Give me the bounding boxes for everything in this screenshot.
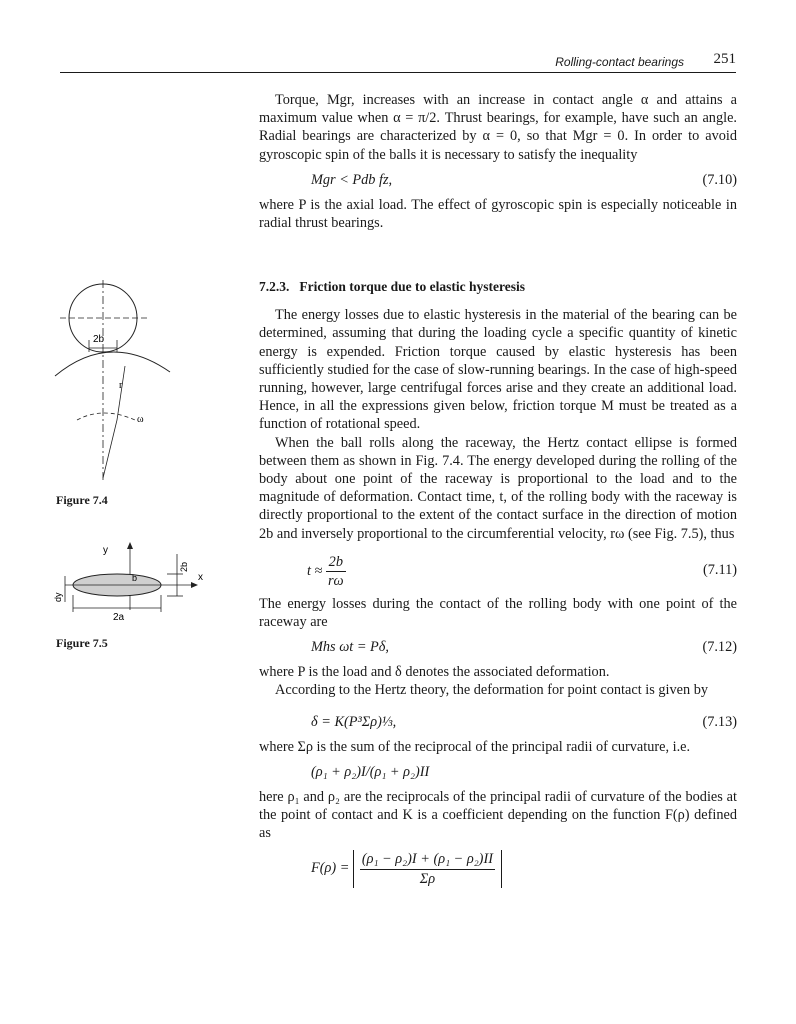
- label-dy: dy: [53, 592, 63, 602]
- denominator: rω: [327, 573, 344, 590]
- intro-block: [259, 91, 737, 232]
- equation-expression: [311, 850, 502, 887]
- equation-expression: Mhs ωt = Pδ,: [311, 639, 390, 656]
- label-y: y: [103, 545, 108, 556]
- section-number: 7.2.3.: [259, 279, 290, 294]
- figure-7-5-caption: Figure 7.5: [56, 636, 108, 650]
- paragraph-2: When the ball rolls along the raceway, the Hertz contact ellipse is formed between them as shown in Fig. 7.4. The energy developed during the rolling of the body about one point of the raceway is proportional to the load and to the magnitude of deformation. Contact time, t, of the rolling body with the raceway is directly proportional to the extent of the contact surface in the direction of motion 2b and inversely proportional to the circumferential velocity, rω (see Fig. 7.5), thus: [259, 434, 737, 542]
- y-arrow: [127, 542, 133, 549]
- figure-7-4-diagram: [55, 280, 190, 485]
- label-2b: 2b: [179, 561, 189, 572]
- page-number: 251: [713, 51, 736, 67]
- equation-7-13: [259, 706, 737, 732]
- numerator: 2b: [326, 553, 346, 572]
- fraction: [360, 850, 495, 887]
- equation-number: (7.13): [702, 713, 737, 730]
- figure-7-4-caption: Figure 7.4: [56, 493, 108, 507]
- label-2b: 2b: [93, 334, 105, 345]
- equation-7-11: [259, 549, 737, 589]
- raceway-arc: [55, 352, 170, 376]
- equation-F-rho: [259, 848, 737, 890]
- section-title: Friction torque due to elastic hysteresis: [299, 279, 525, 294]
- paragraph-7: here ρ₁ and ρ₂ are the reciprocals of the principal radii of curvature of the bodies at the point of contact and K is a coefficient depending on the function F(ρ) defined as: [259, 788, 737, 842]
- x-arrow: [191, 582, 198, 588]
- paragraph-3: The energy losses during the contact of the rolling body with one point of the raceway are: [259, 595, 737, 631]
- numerator: (ρ₁ − ρ₂)I + (ρ₁ − ρ₂)II: [360, 850, 495, 869]
- equation-number: (7.10): [702, 171, 737, 188]
- fraction: [326, 553, 346, 590]
- running-header: [60, 50, 736, 74]
- label-r: r: [119, 380, 123, 391]
- equation-lhs: F(ρ) =: [311, 860, 350, 877]
- intro-paragraph: Torque, Mgr, increases with an increase in contact angle α and attains a maximum value when α = π/2. Thrust bearings, for example, have such an angle. Radial bearings are characterized by α = 0, so that Mgr = 0. In order to avoid gyroscopic spin of the balls it is necessary to satisfy the inequality: [259, 92, 737, 163]
- equation-sum-rho: [259, 762, 737, 782]
- section-heading: [259, 278, 737, 296]
- running-title: Rolling-contact bearings: [555, 55, 684, 69]
- figure-7-5-diagram: [55, 540, 205, 630]
- paragraph-5: According to the Hertz theory, the deformation for point contact is given by: [275, 682, 709, 699]
- equation-expression: [307, 553, 346, 590]
- equation-lhs: t ≈: [307, 562, 323, 579]
- equation-number: (7.11): [702, 561, 737, 578]
- rotation-arc: [77, 413, 135, 420]
- intro-after: where P is the axial load. The effect of gyroscopic spin is especially noticeable in radial thrust bearings.: [259, 196, 737, 232]
- section-7-2-3: [259, 278, 737, 896]
- label-x: x: [198, 572, 203, 583]
- label-omega: ω: [137, 414, 144, 425]
- equation-number: (7.12): [702, 639, 737, 656]
- paragraph-6: where Σρ is the sum of the reciprocal of the principal radii of curvature, i.e.: [259, 738, 691, 755]
- absolute-value: [353, 850, 502, 887]
- label-2a: 2a: [113, 612, 125, 623]
- denominator: Σρ: [419, 870, 436, 887]
- header-rule: [60, 72, 736, 73]
- equation-expression: δ = K(P³Σρ)⅓,: [311, 713, 397, 730]
- label-b: b: [132, 573, 138, 583]
- equation-expression: (ρ₁ + ρ₂)I/(ρ₁ + ρ₂)II: [311, 763, 430, 780]
- paragraph-4: where P is the load and δ denotes the associated deformation.: [259, 664, 610, 681]
- paragraph-1: The energy losses due to elastic hysteresis in the material of the bearing can be determined, assuming that during the loading cycle a specific quantity of kinetic energy is expended. Friction torque caused by elastic hysteresis has been sufficiently studied for the case of slow-running bearings. In the case of high-speed running, however, large centrifugal forces arise and they create an additional load. Hence, in all the expressions given below, friction torque M must be treated as a function of rotational speed.: [259, 307, 737, 433]
- equation-expression: Mgr < Pdb fz,: [311, 171, 393, 188]
- equation-7-12: [259, 637, 737, 657]
- equation-7-10: [259, 170, 737, 190]
